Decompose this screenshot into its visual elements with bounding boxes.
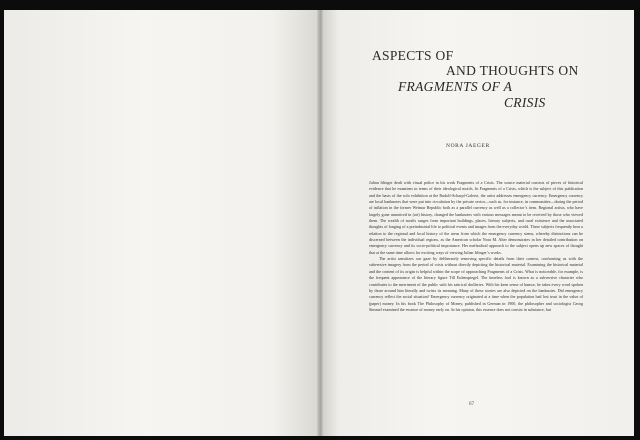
article-title-line-1: ASPECTS OF bbox=[372, 48, 454, 63]
left-page-blank bbox=[4, 10, 320, 436]
article-body bbox=[369, 180, 583, 313]
book-gutter bbox=[317, 10, 323, 436]
article-title-line-2: AND THOUGHTS ON bbox=[446, 63, 579, 78]
body-paragraph-2: The artist sensitizes our gaze by deliberately removing specific details from their context, confronting us with the subversive imagery from the period of crisis without directly depicting the historical material. Examining the historical material and the content of its origin is helpful within the scope of approaching Fragments of a Crisis. What is noticeable, for example, is the frequent appearance of the literary figure Till Eulenspiegel. The timeless fool is known as a subversive character who contributes to the merriment of the public with his satirical drolleries. With his keen sense of humor, he takes every word spoken by those around him literally and twists its meaning. Many of these stories are also depicted on the banknotes. Did emergency currency reflect the social situation? Emergency currency originated at a time when the population had lost trust in the value of (paper) money. In his book The Philosophy of Money, published in German in 1900, the philosopher and sociologist Georg Simmel examined the essence of money early on. In his opinion, this essence does not consist in substance, but bbox=[369, 256, 583, 312]
article-title-line-3: FRAGMENTS OF A bbox=[398, 79, 513, 94]
article-title-line-4: CRISIS bbox=[504, 95, 546, 110]
author-name: NORA JAEGER bbox=[446, 143, 490, 149]
page-number: 67 bbox=[469, 402, 474, 407]
body-paragraph-1: Julian Irlinger dealt with visual police in his work Fragments of a Crisis. The source material consists of pieces of historical evidence that he examines in terms of their ideological motifs. In Fragments of a Crisis, which is the subject of this publication and the basis of the solo exhibition at the Rudolf-Scharpf-Galerie, the artist addresses emergency currency. Emergency currency are local banknotes that were put into circulation by the private sector—such as, for instance, in communities—during the period of inflation in the former Weimar Republic both as a parallel currency as well as a collector’s item. Regional artists, who have largely gone unnoticed in (art) history, changed the banknotes with various messages meant to be received by those who viewed them. The wealth of motifs ranges from important buildings, places, literary subjects, and rural existence and the associated thoughts of longing of a preindustrial life to political events and images from the everyday world. These subjects frequently bear a relation to the regional and local history of the areas from which the emergency currency stems, whereby distinctions can be discerned between the individual regions, as the American scholar Nora M. Alter demonstrates in her detailed contribution on emergency currency and its socio-political importance. Her methodical approach to the subject opens up new spaces of thought that at the same time allows for exciting ways of viewing Julian Irlinger’s works. bbox=[369, 180, 583, 255]
